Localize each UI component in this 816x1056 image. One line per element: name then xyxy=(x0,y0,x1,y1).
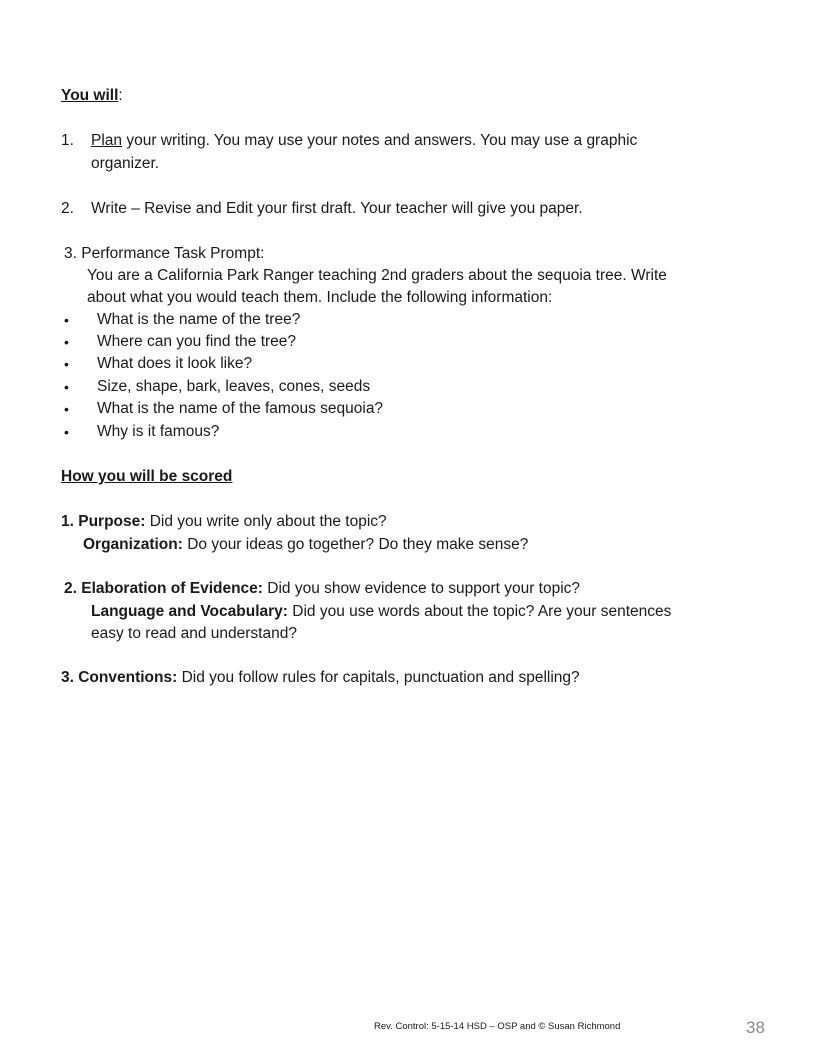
page-number: 38 xyxy=(746,1018,765,1037)
bullet-marker: • xyxy=(64,334,69,350)
conventions-line: 3. Conventions: Did you follow rules for capitals, punctuation and spelling? xyxy=(61,669,580,686)
prompt-line-2: about what you would teach them. Include the following information: xyxy=(87,289,553,306)
elaboration-line: 2. Elaboration of Evidence: Did you show evidence to support your topic? xyxy=(64,580,581,597)
step-3-title: 3. Performance Task Prompt: xyxy=(64,245,265,262)
list-item: What is the name of the tree? xyxy=(97,311,301,328)
you-will-heading: You will: xyxy=(61,87,123,104)
step-1-continuation: organizer. xyxy=(91,155,160,172)
step-1-text: Plan your writing. You may use your notes and answers. You may use a graphic xyxy=(91,132,638,149)
list-item: Size, shape, bark, leaves, cones, seeds xyxy=(97,378,371,395)
list-item: Where can you find the tree? xyxy=(97,333,297,350)
bullet-marker: • xyxy=(64,424,69,440)
step-2-number: 2. xyxy=(61,200,74,217)
bullet-marker: • xyxy=(64,379,69,395)
footer-revision-note: Rev. Control: 5-15-14 HSD – OSP and © Susan Richmond xyxy=(374,1021,621,1032)
bullet-marker: • xyxy=(64,401,69,417)
list-item: Why is it famous? xyxy=(97,423,220,440)
prompt-line-1: You are a California Park Ranger teaching 2nd graders about the sequoia tree. Write xyxy=(87,267,667,284)
list-item: What does it look like? xyxy=(97,355,253,372)
organization-line: Organization: Do your ideas go together? Do they make sense? xyxy=(83,536,529,553)
language-line: Language and Vocabulary: Did you use words about the topic? Are your sentences xyxy=(91,603,672,620)
bullet-marker: • xyxy=(64,312,69,328)
step-1-number: 1. xyxy=(61,132,74,149)
list-item: What is the name of the famous sequoia? xyxy=(97,400,384,417)
scoring-heading: How you will be scored xyxy=(61,468,233,485)
purpose-line: 1. Purpose: Did you write only about the topic? xyxy=(61,513,387,530)
step-2-text: Write – Revise and Edit your first draft. Your teacher will give you paper. xyxy=(91,200,583,217)
language-continuation: easy to read and understand? xyxy=(91,625,297,642)
bullet-marker: • xyxy=(64,356,69,372)
